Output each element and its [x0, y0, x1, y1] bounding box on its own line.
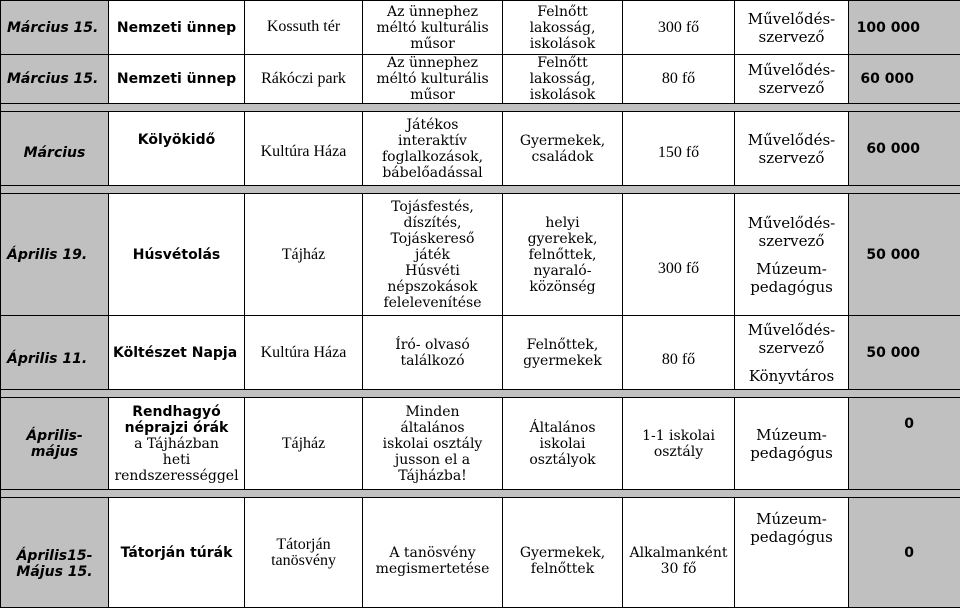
cost-cell: 60 000: [849, 55, 960, 104]
event-name-cell: Tátorján túrák: [109, 498, 245, 608]
date-cell: Április 19.: [1, 194, 109, 316]
program-cell: A tanösvény megismertetése: [363, 498, 503, 608]
attendance-cell: 1-1 iskolai osztály: [623, 398, 735, 490]
table-row: [1, 112, 960, 186]
table-row: [1, 55, 960, 104]
organizer-cell: Múzeum- pedagógus: [735, 398, 849, 490]
attendance-cell: 300 fő: [623, 1, 735, 55]
row-separator: [1, 390, 960, 398]
date-cell: Április15- Május 15.: [1, 498, 109, 608]
row-separator: [1, 490, 960, 498]
attendance-cell: 80 fő: [623, 55, 735, 104]
audience-cell: Felnőttek, gyermekek: [503, 316, 623, 390]
date-cell: Március: [1, 112, 109, 186]
organizer-cell: Művelődés- szervező: [735, 112, 849, 186]
event-name-cell: Húsvétolás: [109, 194, 245, 316]
event-name-cell: Rendhagyó néprajzi órák a Tájházban heti rendszerességgel: [109, 398, 245, 490]
cost-cell: 50 000: [849, 194, 960, 316]
table-row: [1, 1, 960, 55]
attendance-cell: 300 fő: [623, 194, 735, 316]
organizer-cell: Művelődés- szervező Könyvtáros: [735, 316, 849, 390]
row-separator: [1, 186, 960, 194]
event-name-cell: Költészet Napja: [109, 316, 245, 390]
table-row: [1, 316, 960, 390]
cost-cell: 0: [849, 398, 960, 490]
cost-cell: 100 000: [849, 1, 960, 55]
audience-cell: Gyermekek, felnőttek: [503, 498, 623, 608]
audience-cell: helyi gyerekek, felnőttek, nyaraló- közönség: [503, 194, 623, 316]
location-cell: Tájház: [245, 398, 363, 490]
attendance-cell: 150 fő: [623, 112, 735, 186]
row-separator: [1, 104, 960, 112]
audience-cell: Általános iskolai osztályok: [503, 398, 623, 490]
organizer-cell: Művelődés- szervező: [735, 1, 849, 55]
organizer-cell: Múzeum- pedagógus: [735, 498, 849, 608]
attendance-cell: Alkalmanként 30 fő: [623, 498, 735, 608]
date-cell: Április 11.: [1, 316, 109, 390]
table-row: [1, 398, 960, 490]
program-cell: Az ünnephez méltó kulturális műsor: [363, 1, 503, 55]
program-cell: Minden általános iskolai osztály jusson el a Tájházba!: [363, 398, 503, 490]
audience-cell: Felnőtt lakosság, iskolások: [503, 55, 623, 104]
cost-cell: 60 000: [849, 112, 960, 186]
organizer-cell: Művelődés- szervező: [735, 55, 849, 104]
date-cell: Április- május: [1, 398, 109, 490]
table-row: [1, 498, 960, 608]
audience-cell: Gyermekek, családok: [503, 112, 623, 186]
audience-cell: Felnőtt lakosság, iskolások: [503, 1, 623, 55]
event-name-cell: Kölyökidő: [109, 112, 245, 186]
program-cell: Író- olvasó találkozó: [363, 316, 503, 390]
location-cell: Tátorján tanösvény: [245, 498, 363, 608]
event-name-cell: Nemzeti ünnep: [109, 1, 245, 55]
location-cell: Tájház: [245, 194, 363, 316]
location-cell: Kultúra Háza: [245, 112, 363, 186]
program-cell: Tojásfestés, díszítés, Tojáskereső játék Húsvéti népszokások felelevenítése: [363, 194, 503, 316]
cost-cell: 0: [849, 498, 960, 608]
location-cell: Kultúra Háza: [245, 316, 363, 390]
cost-cell: 50 000: [849, 316, 960, 390]
location-cell: Kossuth tér: [245, 1, 363, 55]
date-cell: Március 15.: [1, 55, 109, 104]
event-name-cell: Nemzeti ünnep: [109, 55, 245, 104]
program-cell: Az ünnephez méltó kulturális műsor: [363, 55, 503, 104]
organizer-cell: Művelődés- szervező Múzeum- pedagógus: [735, 194, 849, 316]
program-cell: Játékos interaktív foglalkozások, bábelőadással: [363, 112, 503, 186]
attendance-cell: 80 fő: [623, 316, 735, 390]
table-row: [1, 194, 960, 316]
date-cell: Március 15.: [1, 1, 109, 55]
location-cell: Rákóczi park: [245, 55, 363, 104]
